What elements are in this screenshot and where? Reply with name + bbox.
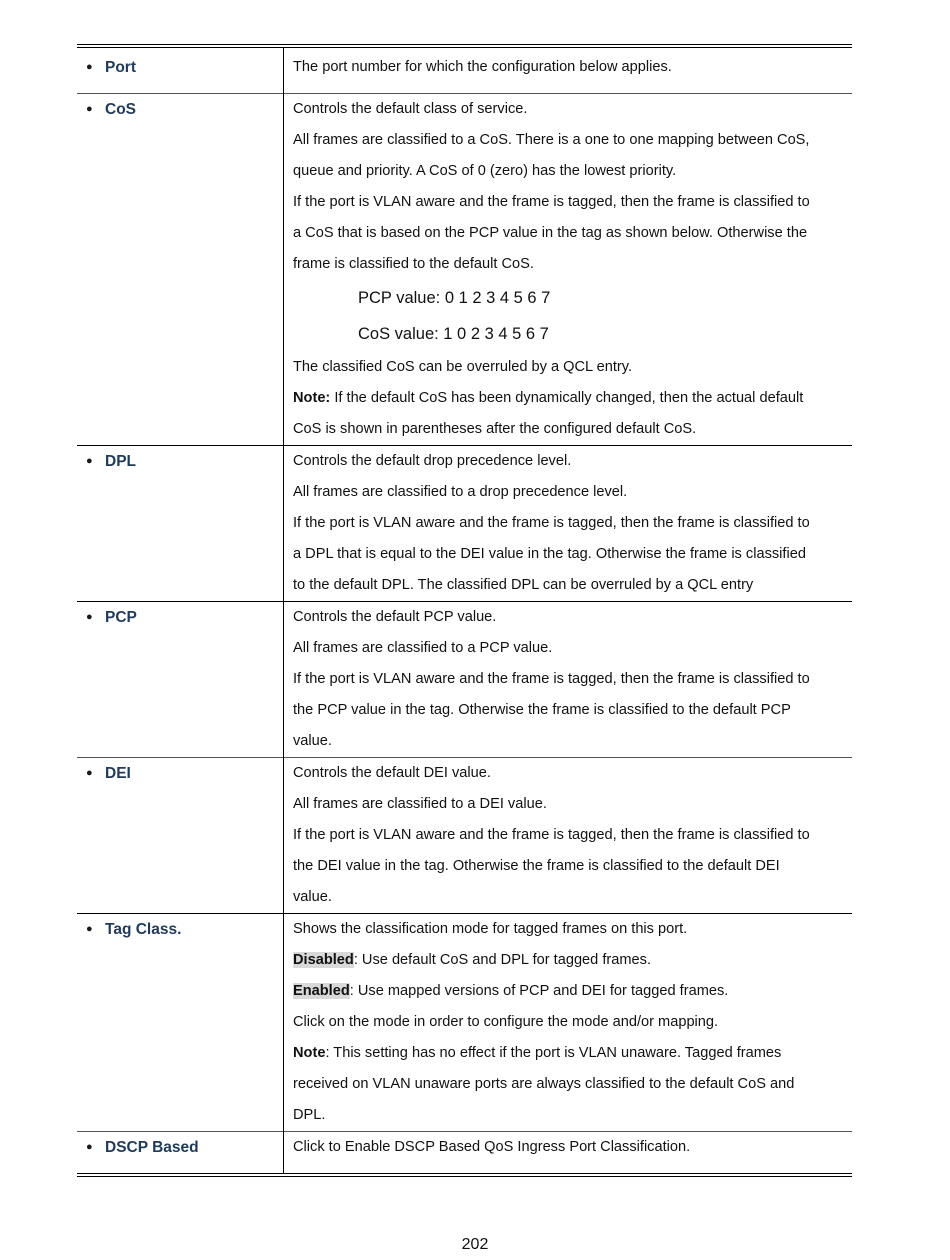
note-continuation: DPL. bbox=[293, 1107, 326, 1123]
enabled-mode-line bbox=[293, 976, 846, 1007]
note-text: : This setting has no effect if the port is VLAN unaware. Tagged frames bbox=[325, 1045, 782, 1061]
term-cell bbox=[77, 46, 284, 94]
description-line: The classified CoS can be overruled by a QCL entry. bbox=[293, 359, 633, 375]
note-label: Note: bbox=[293, 390, 331, 406]
term-label-dscp-based: DSCP Based bbox=[105, 1139, 199, 1156]
note-line bbox=[293, 1038, 846, 1069]
description-cell bbox=[284, 446, 853, 602]
enabled-text: : Use mapped versions of PCP and DEI for tagged frames. bbox=[349, 983, 729, 999]
description-line: the DEI value in the tag. Otherwise the frame is classified to the default DEI bbox=[293, 858, 780, 874]
term-cell bbox=[77, 94, 284, 446]
term-label-dpl: DPL bbox=[105, 453, 136, 470]
description-line: If the port is VLAN aware and the frame is tagged, then the frame is classified to bbox=[293, 671, 810, 687]
disabled-text: : Use default CoS and DPL for tagged frames. bbox=[353, 952, 651, 968]
description-line: Controls the default drop precedence level. bbox=[293, 453, 572, 469]
bullet-icon: ● bbox=[86, 1141, 93, 1153]
table-row-dei bbox=[77, 758, 852, 914]
description-line: If the port is VLAN aware and the frame is tagged, then the frame is classified to bbox=[293, 194, 810, 210]
bullet-icon: ● bbox=[86, 767, 93, 779]
description-cell bbox=[284, 602, 853, 758]
table-row-dpl bbox=[77, 446, 852, 602]
disabled-label: Disabled bbox=[293, 952, 354, 968]
bullet-icon: ● bbox=[86, 455, 93, 467]
bullet-icon: ● bbox=[86, 923, 93, 935]
description-line: All frames are classified to a CoS. There is a one to one mapping between CoS, bbox=[293, 132, 810, 148]
pcp-value-line: PCP value: 0 1 2 3 4 5 6 7 bbox=[358, 289, 551, 307]
disabled-mode-line bbox=[293, 945, 846, 976]
term-cell bbox=[77, 602, 284, 758]
table-row-cos bbox=[77, 94, 852, 446]
term-label-tag-class: Tag Class. bbox=[105, 921, 182, 938]
bullet-icon: ● bbox=[86, 611, 93, 623]
cos-value-line: CoS value: 1 0 2 3 4 5 6 7 bbox=[358, 325, 549, 343]
description-line: All frames are classified to a drop precedence level. bbox=[293, 484, 628, 500]
term-label-cos: CoS bbox=[105, 101, 136, 118]
note-label: Note bbox=[293, 1045, 326, 1061]
table-row-port bbox=[77, 46, 852, 94]
description-line: Controls the default PCP value. bbox=[293, 609, 497, 625]
description-line: Click to Enable DSCP Based QoS Ingress Port Classification. bbox=[293, 1139, 691, 1155]
parameter-table bbox=[77, 44, 852, 1177]
page-number: 202 bbox=[461, 1236, 489, 1253]
description-cell bbox=[284, 914, 853, 1132]
table-row-dscp-based bbox=[77, 1132, 852, 1176]
description-line: The port number for which the configuration below applies. bbox=[293, 59, 672, 75]
term-cell bbox=[77, 1132, 284, 1176]
table-row-tag-class bbox=[77, 914, 852, 1132]
description-line: frame is classified to the default CoS. bbox=[293, 256, 534, 272]
description-line: Shows the classification mode for tagged frames on this port. bbox=[293, 921, 688, 937]
description-cell bbox=[284, 94, 853, 446]
term-label-port: Port bbox=[105, 59, 136, 76]
description-line: a CoS that is based on the PCP value in the tag as shown below. Otherwise the bbox=[293, 225, 808, 241]
enabled-label: Enabled bbox=[293, 983, 350, 999]
description-line: the PCP value in the tag. Otherwise the frame is classified to the default PCP bbox=[293, 702, 791, 718]
description-line: Controls the default DEI value. bbox=[293, 765, 491, 781]
note-continuation: received on VLAN unaware ports are always classified to the default CoS and bbox=[293, 1076, 795, 1092]
description-line: Click on the mode in order to configure the mode and/or mapping. bbox=[293, 1014, 719, 1030]
note-text: If the default CoS has been dynamically changed, then the actual default bbox=[330, 390, 804, 406]
note-continuation: CoS is shown in parentheses after the configured default CoS. bbox=[293, 421, 697, 437]
description-cell bbox=[284, 1132, 853, 1176]
description-line: value. bbox=[293, 889, 332, 905]
description-line: All frames are classified to a DEI value. bbox=[293, 796, 547, 812]
term-label-dei: DEI bbox=[105, 765, 131, 782]
description-line: If the port is VLAN aware and the frame is tagged, then the frame is classified to bbox=[293, 827, 810, 843]
description-line: All frames are classified to a PCP value. bbox=[293, 640, 553, 656]
description-line: Controls the default class of service. bbox=[293, 101, 528, 117]
term-cell bbox=[77, 446, 284, 602]
table-row-pcp bbox=[77, 602, 852, 758]
term-cell bbox=[77, 914, 284, 1132]
pcp-cos-mapping bbox=[293, 280, 846, 352]
bullet-icon: ● bbox=[86, 61, 93, 73]
term-label-pcp: PCP bbox=[105, 609, 137, 626]
note-line bbox=[293, 383, 846, 414]
term-cell bbox=[77, 758, 284, 914]
description-cell bbox=[284, 758, 853, 914]
description-line: to the default DPL. The classified DPL can be overruled by a QCL entry bbox=[293, 577, 754, 593]
description-line: queue and priority. A CoS of 0 (zero) has the lowest priority. bbox=[293, 163, 677, 179]
description-line: value. bbox=[293, 733, 332, 749]
description-line: If the port is VLAN aware and the frame is tagged, then the frame is classified to bbox=[293, 515, 810, 531]
bullet-icon: ● bbox=[86, 103, 93, 115]
description-cell bbox=[284, 46, 853, 94]
description-line: a DPL that is equal to the DEI value in the tag. Otherwise the frame is classified bbox=[293, 546, 806, 562]
